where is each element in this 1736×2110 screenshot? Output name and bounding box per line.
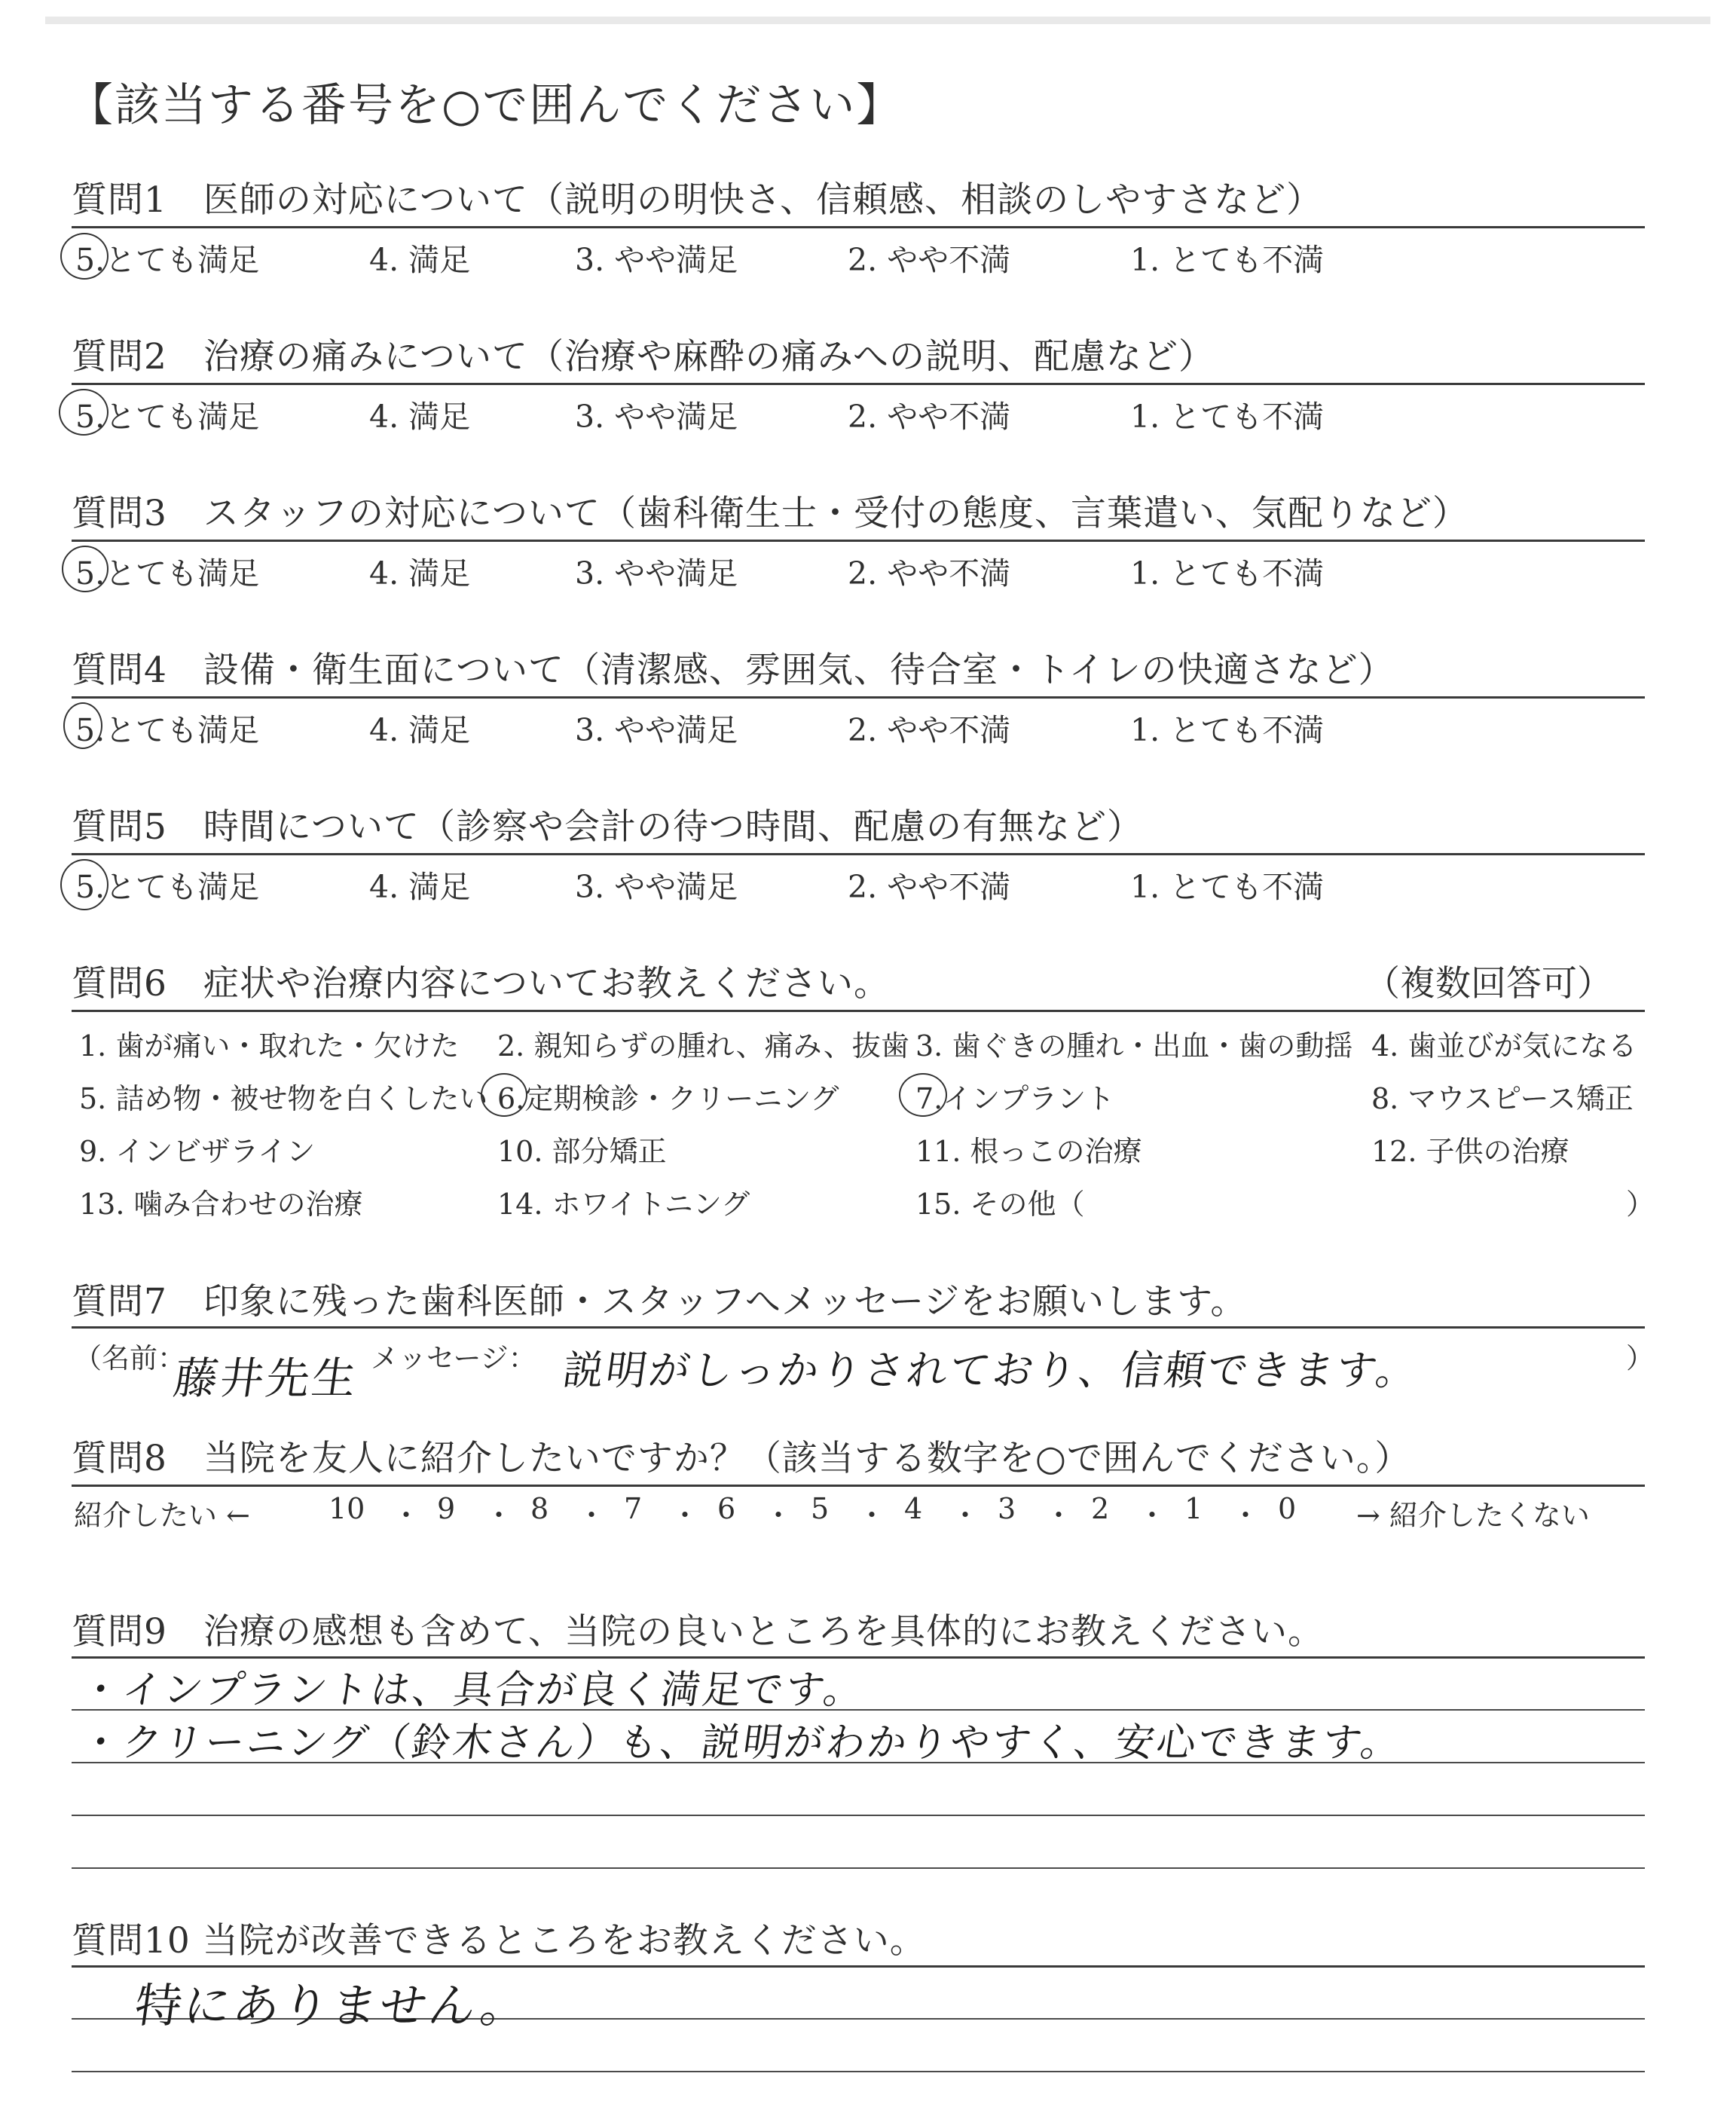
q9-answer-handwritten-1: ・インプラントは、具合が良く満足です。 bbox=[78, 1668, 869, 1713]
q4-rule bbox=[72, 696, 1645, 699]
q6-item-10[interactable]: 10. 部分矯正 bbox=[497, 1135, 667, 1168]
q4-title: 質問4 設備・衛生面について（清潔感、雰囲気、待合室・トイレの快適さなど） bbox=[72, 650, 1395, 691]
q8-separator: ・ bbox=[1138, 1499, 1167, 1532]
q5-option-4[interactable]: 4. 満足 bbox=[369, 869, 471, 905]
q10-rule bbox=[72, 1965, 1645, 1968]
q5-title: 質問5 時間について（診察や会計の待つ時間、配慮の有無など） bbox=[72, 806, 1143, 848]
form-heading: 【該当する番号を○で囲んでください】 bbox=[68, 79, 903, 132]
q6-item-4[interactable]: 4. 歯並びが気になる bbox=[1371, 1029, 1637, 1063]
q5-option-5[interactable]: 5.とても満足 bbox=[75, 869, 260, 905]
q8-separator: ・ bbox=[1044, 1499, 1074, 1532]
q8-separator: ・ bbox=[857, 1499, 887, 1532]
q6-item-15-close: ） bbox=[1626, 1188, 1655, 1221]
q6-item-14[interactable]: 14. ホワイトニング bbox=[497, 1188, 750, 1221]
q2-option-5[interactable]: 5.とても満足 bbox=[75, 399, 260, 435]
q6-item-1[interactable]: 1. 歯が痛い・取れた・欠けた bbox=[79, 1029, 460, 1063]
q6-answer-circle-6 bbox=[481, 1073, 527, 1117]
q3-option-2[interactable]: 2. やや不満 bbox=[848, 555, 1011, 592]
q2-option-3[interactable]: 3. やや満足 bbox=[575, 399, 738, 435]
scan-top-edge bbox=[45, 17, 1710, 24]
q6-item-11[interactable]: 11. 根っこの治療 bbox=[915, 1135, 1142, 1168]
q7-close-paren: ） bbox=[1626, 1342, 1654, 1375]
q8-scale bbox=[74, 1492, 1649, 1537]
q7-name-handwritten: 藤井先生 bbox=[170, 1353, 362, 1404]
q10-answer-line-2 bbox=[72, 2071, 1645, 2072]
q8-scale-3[interactable]: 3 bbox=[998, 1492, 1016, 1525]
q2-option-1[interactable]: 1. とても不満 bbox=[1130, 399, 1325, 435]
q6-item-7[interactable]: 7.インプラント bbox=[915, 1082, 1115, 1115]
q5-rule bbox=[72, 853, 1645, 855]
q9-answer-handwritten-2: ・クリーニング（鈴木さん）も、説明がわかりやすく、安心できます。 bbox=[78, 1720, 1406, 1766]
q8-scale-1[interactable]: 1 bbox=[1184, 1492, 1203, 1525]
q1-option-1[interactable]: 1. とても不満 bbox=[1130, 242, 1325, 278]
q8-separator: ・ bbox=[764, 1499, 793, 1532]
q8-rule bbox=[72, 1485, 1645, 1487]
q6-rule bbox=[72, 1010, 1645, 1012]
q4-option-5[interactable]: 5.とても満足 bbox=[75, 712, 260, 748]
q8-separator: ・ bbox=[951, 1499, 980, 1532]
q8-right-label: → 紹介したくない bbox=[1356, 1499, 1590, 1532]
q5-option-3[interactable]: 3. やや満足 bbox=[575, 869, 738, 905]
q1-option-4[interactable]: 4. 満足 bbox=[369, 242, 471, 278]
q8-scale-9[interactable]: 9 bbox=[437, 1492, 456, 1525]
q6-answer-circle-7 bbox=[899, 1073, 947, 1117]
q4-option-2[interactable]: 2. やや不満 bbox=[848, 712, 1011, 748]
q7-rule bbox=[72, 1326, 1645, 1329]
q7-title: 質問7 印象に残った歯科医師・スタッフへメッセージをお願いします。 bbox=[72, 1281, 1247, 1323]
q7-message-handwritten: 説明がしっかりされており、信頼できます。 bbox=[560, 1347, 1423, 1394]
q6-item-6[interactable]: 6.定期検診・クリーニング bbox=[497, 1082, 839, 1115]
q8-scale-0[interactable]: 0 bbox=[1278, 1492, 1297, 1525]
q9-answer-line-3 bbox=[72, 1815, 1645, 1816]
q8-scale-6[interactable]: 6 bbox=[717, 1492, 736, 1525]
q5-answer-circle bbox=[60, 859, 108, 910]
q8-separator: ・ bbox=[671, 1499, 700, 1532]
q6-item-13[interactable]: 13. 噛み合わせの治療 bbox=[79, 1188, 363, 1221]
q1-title: 質問1 医師の対応について（説明の明快さ、信頼感、相談のしやすさなど） bbox=[72, 179, 1323, 221]
q8-scale-7[interactable]: 7 bbox=[624, 1492, 643, 1525]
q8-separator: ・ bbox=[392, 1499, 421, 1532]
q5-option-2[interactable]: 2. やや不満 bbox=[848, 869, 1011, 905]
q6-item-3[interactable]: 3. 歯ぐきの腫れ・出血・歯の動揺 bbox=[915, 1029, 1353, 1063]
q8-separator: ・ bbox=[484, 1499, 514, 1532]
q3-option-4[interactable]: 4. 満足 bbox=[369, 555, 471, 592]
q8-separator: ・ bbox=[1231, 1499, 1261, 1532]
q4-option-1[interactable]: 1. とても不満 bbox=[1130, 712, 1325, 748]
q8-left-label: 紹介したい ← bbox=[74, 1499, 250, 1532]
q10-title: 質問10 当院が改善できるところをお教えください。 bbox=[72, 1920, 926, 1962]
q6-item-8[interactable]: 8. マウスピース矯正 bbox=[1371, 1082, 1634, 1115]
q3-option-3[interactable]: 3. やや満足 bbox=[575, 555, 738, 592]
q4-option-4[interactable]: 4. 満足 bbox=[369, 712, 471, 748]
q1-option-2[interactable]: 2. やや不満 bbox=[848, 242, 1011, 278]
q4-option-3[interactable]: 3. やや満足 bbox=[575, 712, 738, 748]
q8-separator: ・ bbox=[577, 1499, 607, 1532]
q8-scale-5[interactable]: 5 bbox=[811, 1492, 830, 1525]
q1-option-5[interactable]: 5.とても満足 bbox=[75, 242, 260, 278]
q2-title: 質問2 治療の痛みについて（治療や麻酔の痛みへの説明、配慮など） bbox=[72, 336, 1215, 378]
q8-title: 質問8 当院を友人に紹介したいですか？（該当する数字を○で囲んでください。） bbox=[72, 1438, 1411, 1479]
q6-item-2[interactable]: 2. 親知らずの腫れ、痛み、抜歯 bbox=[497, 1029, 909, 1063]
q8-scale-8[interactable]: 8 bbox=[530, 1492, 549, 1525]
q4-answer-circle bbox=[63, 702, 102, 749]
q3-answer-circle bbox=[62, 546, 108, 592]
q2-option-2[interactable]: 2. やや不満 bbox=[848, 399, 1011, 435]
q8-scale-10[interactable]: 10 bbox=[329, 1492, 365, 1525]
q6-title: 質問6 症状や治療内容についてお教えください。 bbox=[72, 963, 890, 1005]
q6-item-9[interactable]: 9. インビザライン bbox=[79, 1135, 316, 1168]
q1-rule bbox=[72, 226, 1645, 228]
q3-option-5[interactable]: 5.とても満足 bbox=[75, 555, 260, 592]
q3-title: 質問3 スタッフの対応について（歯科衛生士・受付の態度、言葉遣い、気配りなど） bbox=[72, 493, 1469, 534]
q8-scale-4[interactable]: 4 bbox=[904, 1492, 923, 1525]
q6-item-15[interactable]: 15. その他（ bbox=[915, 1188, 1085, 1221]
q2-answer-circle bbox=[59, 389, 108, 436]
q6-note: （複数回答可） bbox=[1365, 963, 1612, 1005]
q2-rule bbox=[72, 383, 1645, 385]
q8-scale-2[interactable]: 2 bbox=[1091, 1492, 1110, 1525]
q3-option-1[interactable]: 1. とても不満 bbox=[1130, 555, 1325, 592]
q3-rule bbox=[72, 540, 1645, 542]
q10-answer-handwritten: 特にありません。 bbox=[131, 1978, 534, 2033]
q1-option-3[interactable]: 3. やや満足 bbox=[575, 242, 738, 278]
q1-answer-circle bbox=[60, 233, 108, 280]
q7-name-label: （名前： bbox=[74, 1342, 185, 1375]
q6-item-12[interactable]: 12. 子供の治療 bbox=[1371, 1135, 1569, 1168]
q2-option-4[interactable]: 4. 満足 bbox=[369, 399, 471, 435]
q9-title: 質問9 治療の感想も含めて、当院の良いところを具体的にお教えください。 bbox=[72, 1611, 1324, 1653]
q7-message-label: メッセージ： bbox=[371, 1342, 536, 1375]
q6-item-5[interactable]: 5. 詰め物・被せ物を白くしたい bbox=[79, 1082, 488, 1115]
q5-option-1[interactable]: 1. とても不満 bbox=[1130, 869, 1325, 905]
q9-answer-line-4 bbox=[72, 1867, 1645, 1869]
